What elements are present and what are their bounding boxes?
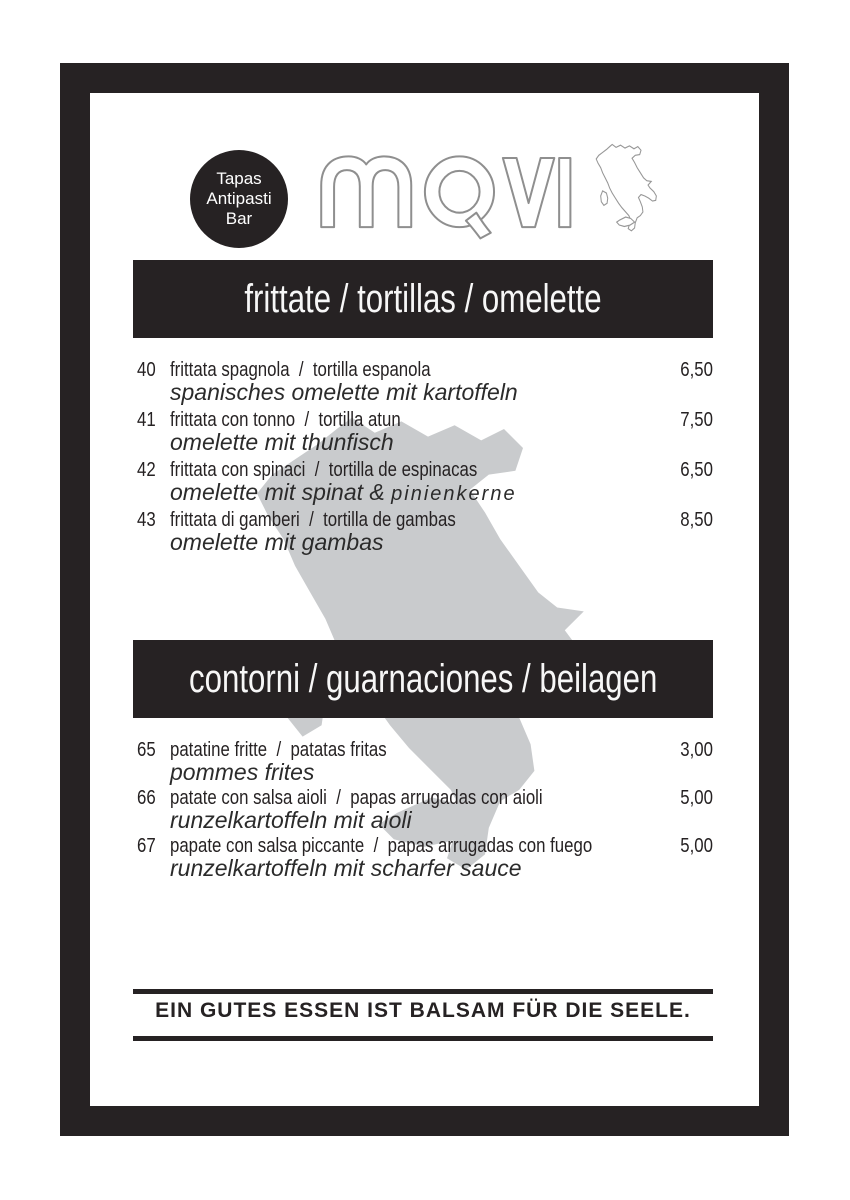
item-row — [90, 834, 759, 884]
item-number: 43 — [137, 509, 156, 531]
badge-line: Tapas — [216, 169, 262, 188]
item-desc — [170, 529, 383, 556]
item-desc — [170, 855, 522, 882]
item-price: 5,00 — [680, 787, 713, 809]
item-price: 6,50 — [680, 459, 713, 481]
item-number: 65 — [137, 739, 156, 761]
item-desc — [170, 379, 518, 406]
item-desc-text: spanisches omelette mit kartoffeln — [170, 379, 518, 405]
menu-page — [90, 93, 759, 1106]
item-desc-text: pommes frites — [170, 759, 315, 785]
item-name: frittata spagnola / tortilla espanola — [170, 359, 431, 381]
item-price: 8,50 — [680, 509, 713, 531]
item-row — [90, 508, 759, 558]
item-name: papate con salsa piccante / papas arrugadas con fuego — [170, 835, 593, 857]
item-number: 67 — [137, 835, 156, 857]
item-name: patatine fritte / patatas fritas — [170, 739, 387, 761]
footer-rule-top — [133, 989, 713, 994]
menu-frame — [60, 63, 789, 1136]
item-desc — [170, 807, 412, 834]
item-number: 40 — [137, 359, 156, 381]
badge-line: Bar — [225, 209, 253, 228]
item-desc-text: omelette mit spinat & — [170, 479, 392, 505]
item-price: 3,00 — [680, 739, 713, 761]
item-row — [90, 786, 759, 836]
item-name: frittata con tonno / tortilla atun — [170, 409, 401, 431]
item-desc-text: runzelkartoffeln mit aioli — [170, 807, 412, 833]
badge-line: Antipasti — [206, 189, 272, 208]
item-desc-extra: pinienkerne — [391, 483, 517, 505]
footer-tagline: EIN GUTES ESSEN IST BALSAM FÜR DIE SEELE. — [155, 999, 691, 1022]
item-price: 5,00 — [680, 835, 713, 857]
item-number: 66 — [137, 787, 156, 809]
item-desc — [170, 479, 517, 506]
italy-outline-icon — [593, 143, 657, 233]
section-header-contorni — [133, 640, 713, 718]
brand-logo-mavi — [318, 149, 572, 241]
item-desc — [170, 429, 394, 456]
section-title: frittate / tortillas / omelette — [244, 276, 602, 321]
item-row — [90, 738, 759, 788]
item-name: frittata di gamberi / tortilla de gambas — [170, 509, 456, 531]
item-price: 6,50 — [680, 359, 713, 381]
item-price: 7,50 — [680, 409, 713, 431]
logo-badge — [190, 150, 288, 248]
item-row — [90, 358, 759, 408]
section-title: contorni / guarnaciones / beilagen — [188, 656, 658, 701]
item-desc-text: omelette mit gambas — [170, 529, 384, 555]
item-number: 42 — [137, 459, 156, 481]
footer-rule-bottom — [133, 1036, 713, 1041]
item-desc-text: omelette mit thunfisch — [170, 429, 394, 455]
item-desc — [170, 759, 314, 786]
item-row — [90, 408, 759, 458]
item-name: patate con salsa aioli / papas arrugadas con aioli — [170, 787, 543, 809]
item-desc-text: runzelkartoffeln mit scharfer sauce — [170, 855, 522, 881]
section-header-frittate — [133, 260, 713, 338]
item-row — [90, 458, 759, 508]
item-number: 41 — [137, 409, 156, 431]
item-name: frittata con spinaci / tortilla de espinacas — [170, 459, 478, 481]
